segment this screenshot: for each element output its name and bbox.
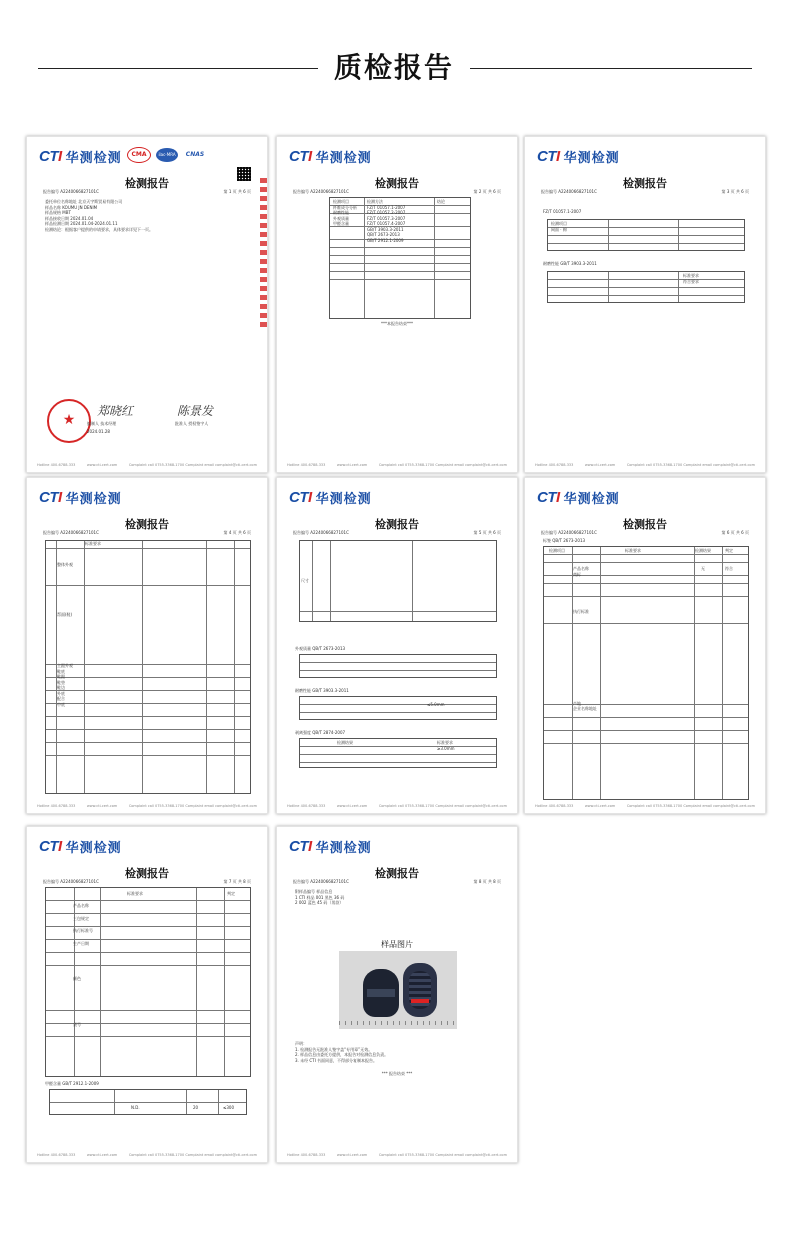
formaldehyde-standard: ≤300 <box>223 1105 234 1110</box>
cnas-mark: CNAS <box>185 151 205 158</box>
report-title: 检测报告 <box>375 867 419 880</box>
red-seal-stamp: ★ <box>47 399 91 443</box>
cti-logo: CTI 华测检测 <box>289 837 372 856</box>
cti-logo: CTI 华测检测 <box>39 837 122 856</box>
report-body: 委托单位名称地址 北京天宇斯贸易有限公司 样品名称 KOUMU JN DENIM 样品规格 MBT 样品接收日期 2024.01.04 样品检测日期 2024.01.04-2024.01.11 检测结论：根据客户提供的申请要求，具体要求详见下一页。 <box>45 199 153 232</box>
report-title: 检测报告 <box>623 518 667 531</box>
section-title-2: 耐磨性能 GB/T 3903.3-2011 <box>543 261 597 266</box>
report-sheet-1 <box>26 136 268 473</box>
report-title: 检测报告 <box>623 177 667 190</box>
label-result-header: 检测结果 <box>695 548 711 553</box>
label-verdicts: 符合 <box>725 566 733 571</box>
signature-1: 郑晓红 <box>97 404 134 418</box>
ilac-mark: ilac-MRA <box>156 148 178 162</box>
section-title-appearance: 外观质量 QB/T 2673-2013 <box>295 646 346 651</box>
fiber-table-text: 检测项目 网面 · 棉 <box>551 221 567 232</box>
wear-result-table <box>299 696 497 720</box>
section-title-formaldehyde: 甲醛含量 GB/T 2912.1-2009 <box>45 1081 99 1086</box>
report-title: 检测报告 <box>125 867 169 880</box>
formaldehyde-result: N.D. <box>131 1105 140 1110</box>
report-sheet-7 <box>26 826 268 1163</box>
section-title-peel: 剥离强度 QB/T 2874-2007 <box>295 730 346 735</box>
sheet-footer: Hotline 400-6788-333 www.cti-cert.com Complaint call 0755-3368-1700 Complaint email complaint@cti-cert.com <box>535 463 755 467</box>
report-meta: 报告编号 A2240066827101C 第 8 页 共 8 页 <box>293 879 501 884</box>
label-results: 无 <box>701 566 705 571</box>
sheet-footer: Hotline 400-6788-333 www.cti-cert.com Complaint call 0755-3368-1700 Complaint email complaint@cti-cert.com <box>535 804 755 808</box>
report-sheet-8 <box>276 826 518 1163</box>
cma-mark: CMA <box>127 147 151 163</box>
section-title: FZ/T 01057.1-2007 <box>543 209 582 214</box>
label-items: 产品名称 商标 执行标准 产地 企业名称地址 <box>573 566 597 711</box>
sign-role-2: 批准人 授权签字人 <box>175 421 209 426</box>
report-title: 检测报告 <box>375 177 419 190</box>
report-meta: 报告编号 A2240066827101C 第 4 页 共 6 页 <box>43 530 251 535</box>
table-text: 检测项目 纤维成分分析 耐磨性能 外观质量 甲醛含量 <box>333 199 357 226</box>
formaldehyde-limit: 20 <box>193 1105 199 1110</box>
section-title: 标签 QB/T 2673-2013 <box>543 538 586 543</box>
cti-logo: CTI 华测检测 <box>537 147 620 166</box>
report-sheet-5 <box>276 477 518 814</box>
appearance-items: 整体外观 帮面(鞋) 主跟外观 鞋底 鞋跟 鞋垫 鞋边 外底 配合 中底 <box>57 562 73 707</box>
cert-marks <box>127 147 207 163</box>
table-conclusion: 结论 <box>437 199 445 204</box>
cont-header-verdict: 判定 <box>227 891 235 896</box>
page-title: 质检报告 <box>333 51 454 84</box>
cti-logo: CTI 华测检测 <box>39 147 122 166</box>
appearance-header: 标准要求 <box>85 541 101 546</box>
end-marker: *** 报告结束 *** <box>381 1071 413 1076</box>
report-title: 检测报告 <box>125 518 169 531</box>
size-label: 尺寸 <box>301 578 309 583</box>
sheet-footer: Hotline 400-6788-333 www.cti-cert.com Complaint call 0755-3368-1700 Complaint email complaint@cti-cert.com <box>287 463 507 467</box>
end-marker: ***本报告结束*** <box>381 321 413 326</box>
wear-table-text: 标准要求 符合要求 <box>683 273 699 284</box>
sheet-footer: Hotline 400-6788-333 www.cti-cert.com Complaint call 0755-3368-1700 Complaint email complaint@cti-cert.com <box>37 463 257 467</box>
report-sheet-2 <box>276 136 518 473</box>
label-std-header: 标准要求 <box>625 548 641 553</box>
report-title: 检测报告 <box>375 518 419 531</box>
section-title-wear: 耐磨性能 GB/T 3903.3-2011 <box>295 688 349 693</box>
report-sheet-4 <box>26 477 268 814</box>
appearance-result-table <box>299 654 497 678</box>
sample-photo <box>339 951 457 1029</box>
sheet-footer: Hotline 400-6788-333 www.cti-cert.com Complaint call 0755-3368-1700 Complaint email complaint@cti-cert.com <box>37 804 257 808</box>
report-sheet-3 <box>524 136 766 473</box>
report-meta: 报告编号 A2240066827101C 第 6 页 共 6 页 <box>541 530 749 535</box>
wear-standard: ≤5.0mm <box>427 702 445 707</box>
report-notes: 声明： 1. 检测报告无批准人签字盖“专用章”无效。 2. 样品信息由委托方提供，本报告对检测信息负责。 3. 未经 CTI 书面同意，不得部分复制本报告。 <box>295 1041 389 1063</box>
page-heading <box>0 48 790 88</box>
cont-header-std: 标准要求 <box>127 891 143 896</box>
sandal-top-view <box>363 969 399 1017</box>
sign-date: 2024.01.28 <box>87 429 110 434</box>
report-meta: 报告编号 A2240066827101C 第 5 页 共 6 页 <box>293 530 501 535</box>
signature-2: 陈景发 <box>177 404 214 418</box>
heading-rule-right <box>470 68 752 69</box>
cti-logo: CTI 华测检测 <box>39 488 122 507</box>
heading-rule-left <box>38 68 318 69</box>
report-meta: 报告编号 A2240066827101C 第 1 页 共 6 页 <box>43 189 251 194</box>
ruler <box>339 1021 457 1025</box>
report-meta: 报告编号 A2240066827101C 第 7 页 共 8 页 <box>43 879 251 884</box>
sign-role-1: 编制人 技术经理 <box>87 421 117 426</box>
peel-standard: 标准要求 ≥3.0mm <box>437 740 455 751</box>
sample-photo-title: 样品图片 <box>381 940 413 949</box>
table-methods: 检测方法 FZ/T 01057.1-2007 FZ/T 01057.2-2007 FZ/T 01057.3-2007 FZ/T 01057.4-2007 GB/T 3903.3-2011 QB/T 2673-2013 GB/T 2912.1-2009 <box>367 199 406 243</box>
label-verdict-header: 判定 <box>725 548 733 553</box>
sample-info: 附样品编号 样品信息 1 CTI 样品 001 黑色 36 码 2 002 蓝色 45 码（男款） <box>295 889 345 905</box>
sheet-footer: Hotline 400-6788-333 www.cti-cert.com Complaint call 0755-3368-1700 Complaint email complaint@cti-cert.com <box>287 804 507 808</box>
report-meta: 报告编号 A2240066827101C 第 3 页 共 6 页 <box>541 189 749 194</box>
cont-items: 产品名称 三包规定 执行标准号 生产日期 颜色 货号 <box>73 903 93 1027</box>
cti-logo: CTI 华测检测 <box>289 488 372 507</box>
report-sheet-6 <box>524 477 766 814</box>
formaldehyde-table <box>49 1089 247 1115</box>
page-edge-stamp <box>260 177 267 327</box>
sheet-footer: Hotline 400-6788-333 www.cti-cert.com Complaint call 0755-3368-1700 Complaint email complaint@cti-cert.com <box>37 1153 257 1157</box>
sheet-footer: Hotline 400-6788-333 www.cti-cert.com Complaint call 0755-3368-1700 Complaint email complaint@cti-cert.com <box>287 1153 507 1157</box>
sandal-sole-view <box>403 963 437 1017</box>
cti-logo: CTI 华测检测 <box>289 147 372 166</box>
report-title: 检测报告 <box>125 177 169 190</box>
cti-logo: CTI 华测检测 <box>537 488 620 507</box>
label-header: 检测项目 <box>549 548 565 553</box>
report-meta: 报告编号 A2240066827101C 第 2 页 共 6 页 <box>293 189 501 194</box>
peel-header: 检测结果 <box>337 740 353 745</box>
